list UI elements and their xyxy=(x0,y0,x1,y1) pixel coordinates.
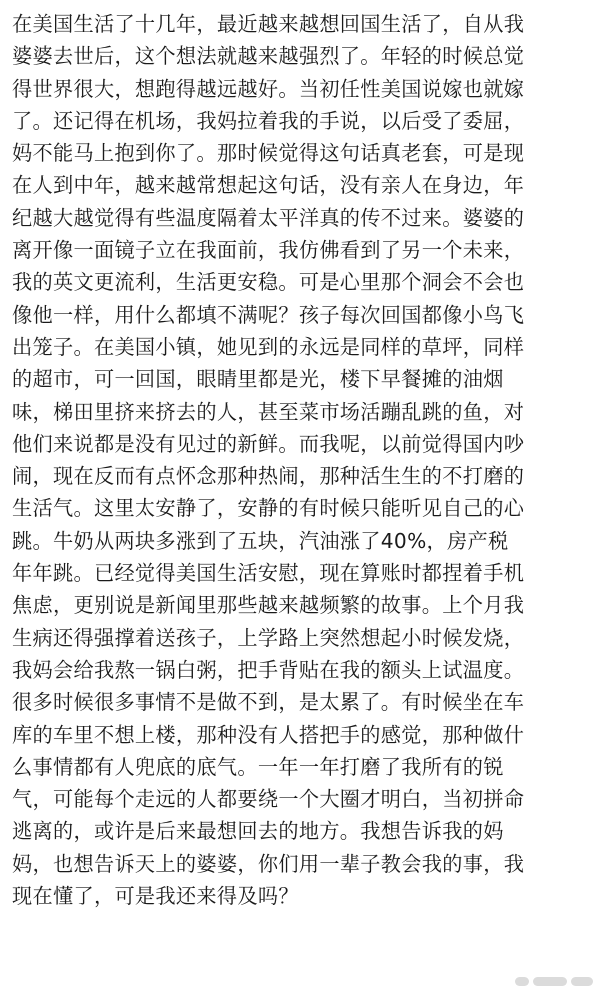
text-line: 年年跳。已经觉得美国生活安慰，现在算账时都捏着手机 xyxy=(12,561,525,586)
text-line: 很多时候很多事情不是做不到，是太累了。有时候坐在车 xyxy=(12,690,525,715)
watermark-mark xyxy=(515,977,529,986)
text-line: 他们来说都是没有见过的新鲜。而我呢，以前觉得国内吵 xyxy=(12,431,525,456)
text-line: 味，梯田里挤来挤去的人，甚至菜市场活蹦乱跳的鱼，对 xyxy=(12,399,525,424)
text-line: 妈，也想告诉天上的婆婆，你们用一辈子教会我的事，我 xyxy=(12,851,525,876)
text-line: 得世界很大，想跑得越远越好。当初任性美国说嫁也就嫁 xyxy=(12,76,525,101)
text-line: 库的车里不想上楼，那种没有人搭把手的感觉，那种做什 xyxy=(12,722,525,747)
watermark-mark xyxy=(571,977,593,986)
text-line: 婆婆去世后，这个想法就越来越强烈了。年轻的时候总觉 xyxy=(12,44,525,69)
text-line: 么事情都有人兜底的底气。一年一年打磨了我所有的锐 xyxy=(12,754,504,779)
text-line: 了。还记得在机场，我妈拉着我的手说，以后受了委屈， xyxy=(12,108,525,133)
text-line: 闹，现在反而有点怀念那种热闹，那种活生生的不打磨的 xyxy=(12,464,525,489)
text-line: 在人到中年，越来越常想起这句话，没有亲人在身边，年 xyxy=(12,173,525,198)
watermark xyxy=(515,977,593,986)
text-line: 焦虑，更别说是新闻里那些越来越频繁的故事。上个月我 xyxy=(12,593,525,618)
text-line: 生活气。这里太安静了，安静的有时候只能听见自己的心 xyxy=(12,496,525,521)
body-text xyxy=(12,8,595,912)
text-line: 我妈会给我熬一锅白粥，把手背贴在我的额头上试温度。 xyxy=(12,657,525,682)
text-line: 我的英文更流利，生活更安稳。可是心里那个洞会不会也 xyxy=(12,270,525,295)
text-line: 像他一样，用什么都填不满呢？孩子每次回国都像小鸟飞 xyxy=(12,302,525,327)
text-line: 妈不能马上抱到你了。那时候觉得这句话真老套，可是现 xyxy=(12,141,525,166)
text-line: 气，可能每个走远的人都要绕一个大圈才明白，当初拼命 xyxy=(12,787,525,812)
text-line: 在美国生活了十几年，最近越来越想回国生活了，自从我 xyxy=(12,12,525,36)
text-line: 出笼子。在美国小镇，她见到的永远是同样的草坪，同样 xyxy=(12,334,525,359)
text-line: 的超市，可一回国，眼睛里都是光，楼下早餐摊的油烟 xyxy=(12,367,504,392)
text-line: 生病还得强撑着送孩子，上学路上突然想起小时候发烧， xyxy=(12,625,525,650)
text-line: 跳。牛奶从两块多涨到了五块，汽油涨了40%，房产税 xyxy=(12,528,509,553)
text-line: 纪越大越觉得有些温度隔着太平洋真的传不过来。婆婆的 xyxy=(12,205,525,230)
text-line: 离开像一面镜子立在我面前，我仿佛看到了另一个未来， xyxy=(12,238,525,263)
text-line: 现在懂了，可是我还来得及吗？ xyxy=(12,884,299,909)
text-line: 逃离的，或许是后来最想回去的地方。我想告诉我的妈 xyxy=(12,819,504,844)
watermark-mark xyxy=(533,977,567,986)
